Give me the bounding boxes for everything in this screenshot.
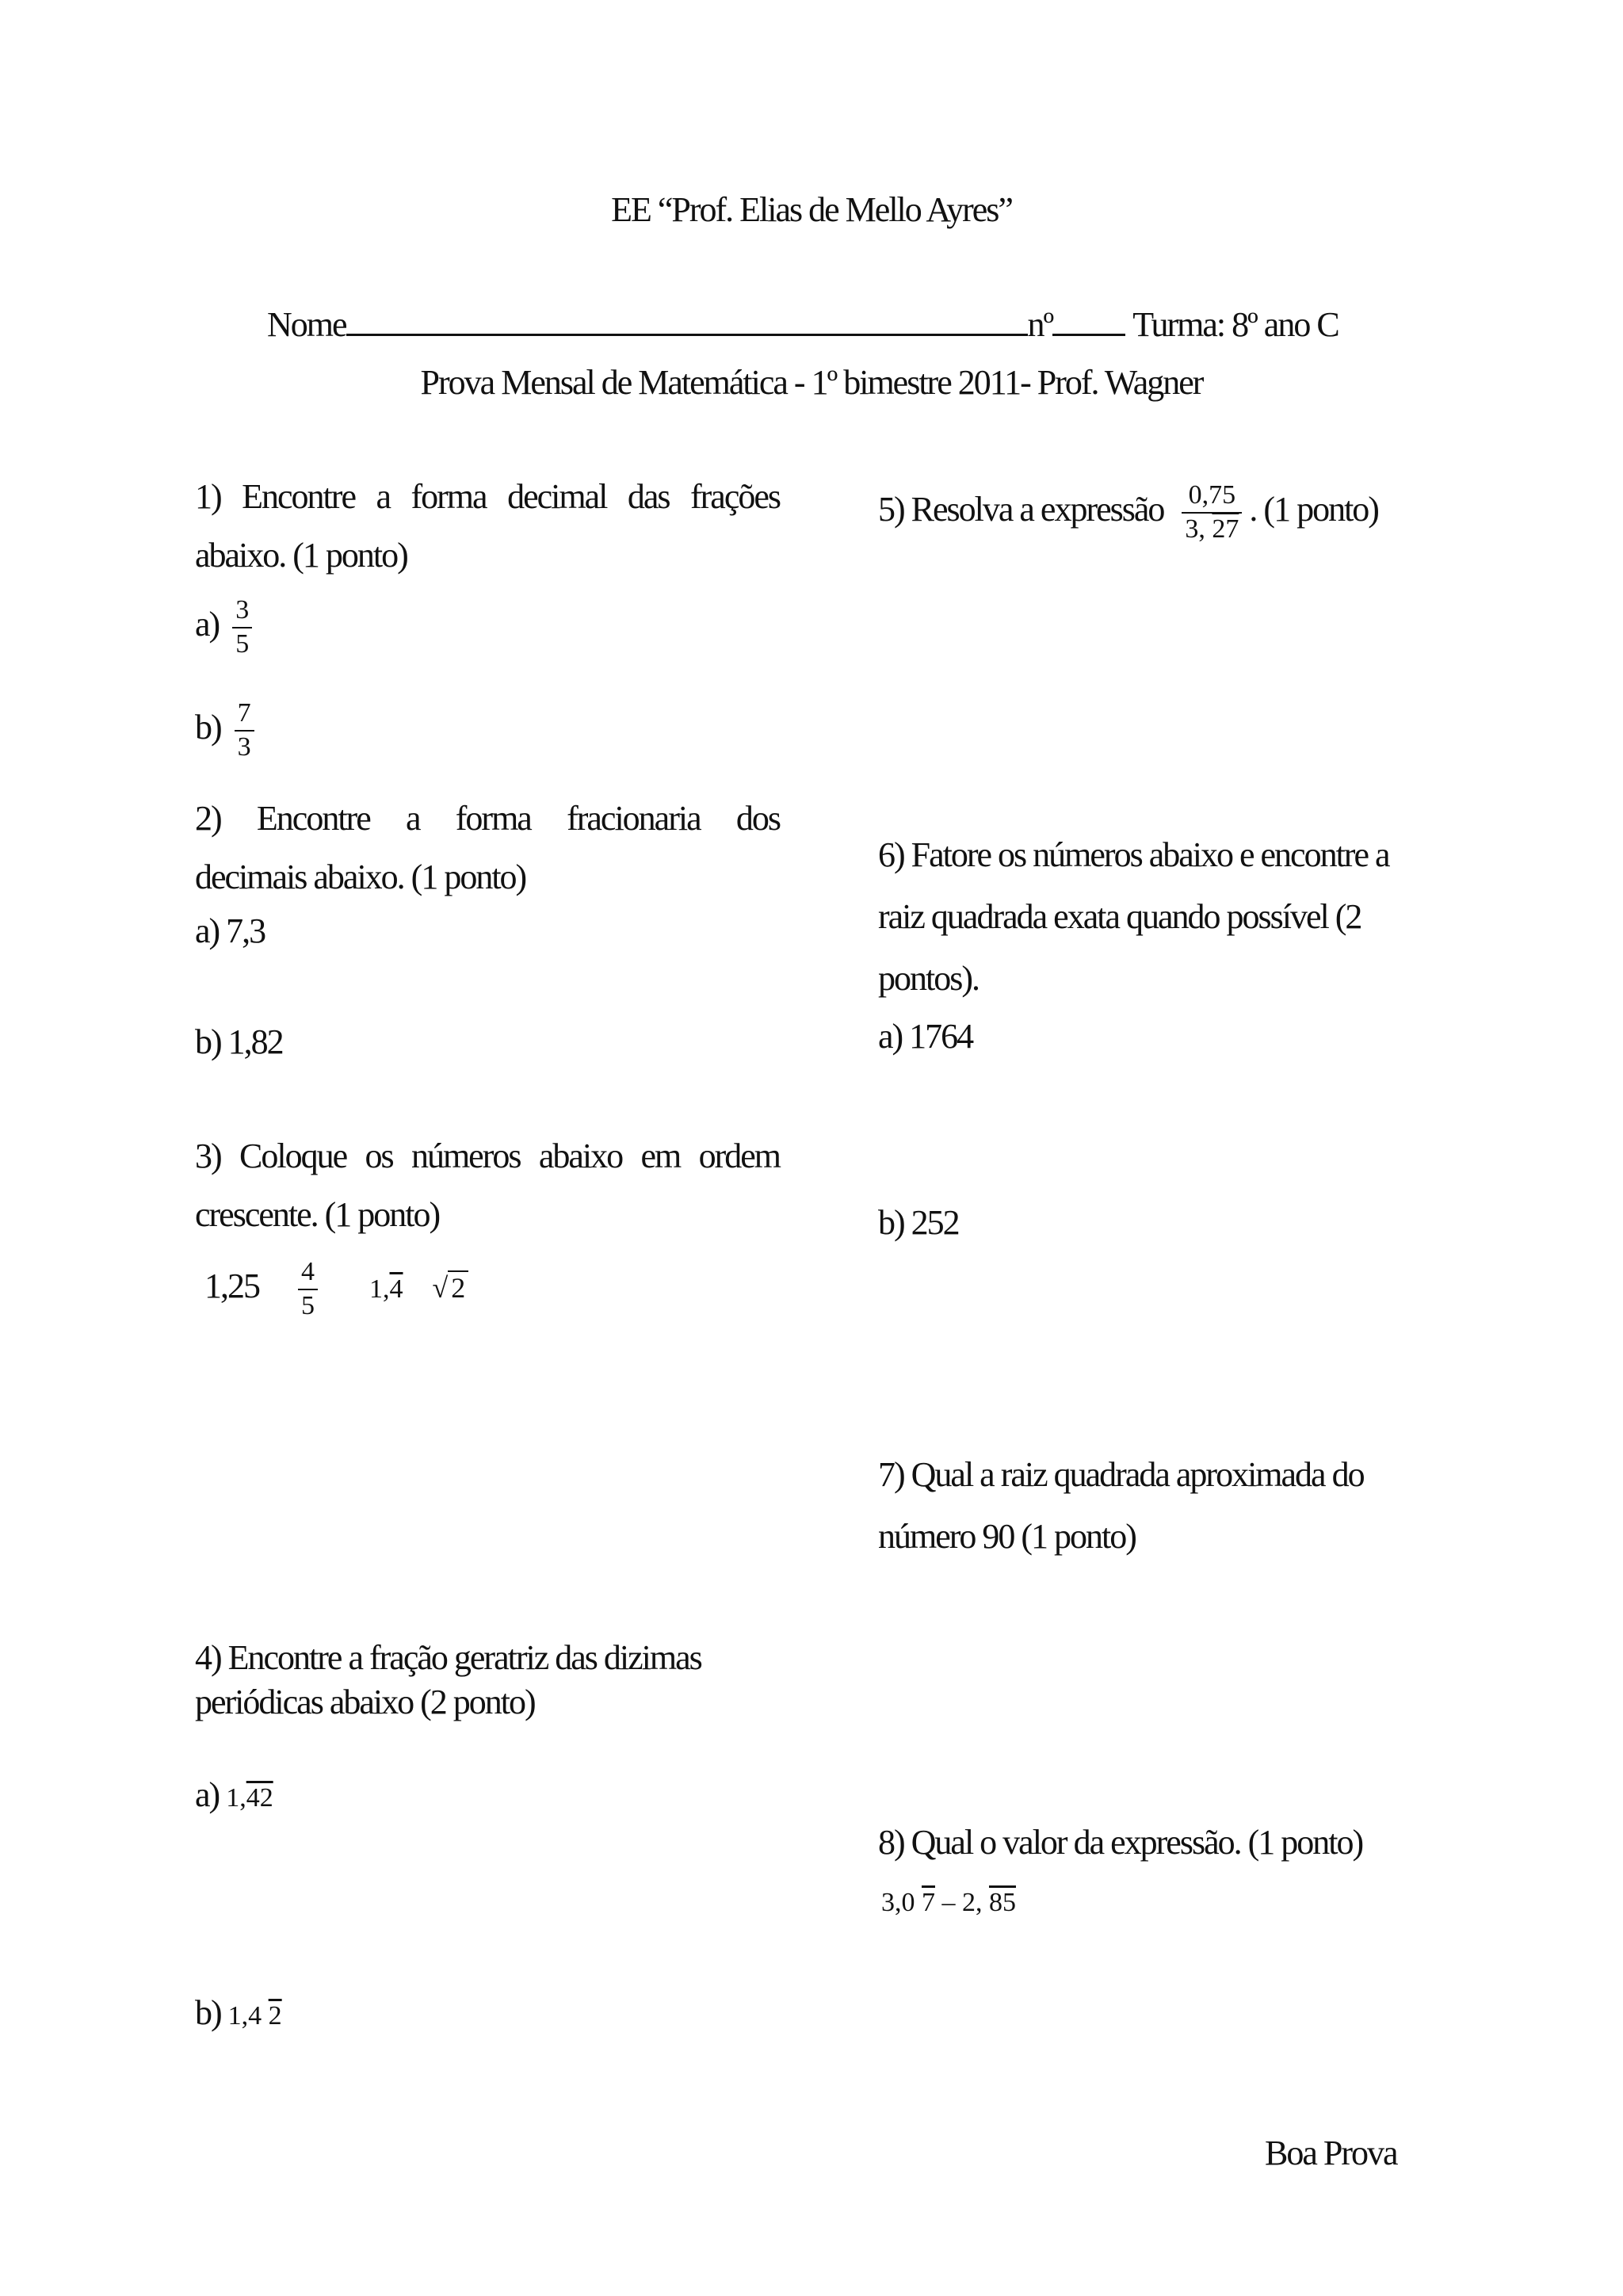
q1-item-b (195, 697, 254, 764)
sqrt-icon: √ (432, 1271, 449, 1304)
number-blank (1052, 304, 1125, 336)
q5-numerator: 0,75 (1182, 479, 1242, 514)
q3-fraction-denominator: 5 (301, 1290, 315, 1320)
exam-subtitle: Prova Mensal de Matemática - 1º bimestre 2011- Prof. Wagner (420, 363, 1203, 402)
q5-den-repeating: 27 (1212, 514, 1239, 544)
question-1 (195, 468, 780, 585)
q8-expr-operator: – 2, (935, 1888, 983, 1917)
class-label: Turma: 8º ano C (1132, 305, 1338, 344)
q5-denominator (1182, 514, 1242, 546)
q5-points: . (1 ponto) (1249, 489, 1378, 529)
q7-line-2: número 90 (1 ponto) (878, 1517, 1136, 1556)
q3-numbers (204, 1256, 468, 1323)
question-4 (195, 1636, 701, 1725)
q4-b-label: b) (195, 1993, 221, 2032)
question-3 (195, 1127, 780, 1244)
question-7 (878, 1444, 1364, 1568)
q4-a-label: a) (195, 1775, 220, 1814)
q4-item-b (195, 1993, 282, 2034)
q3-repeating-digits: 4 (389, 1274, 403, 1304)
q8-expression (881, 1888, 1016, 1918)
q4-a-int: 1, (226, 1783, 246, 1813)
q4-b-int: 1,4 (227, 2001, 262, 2030)
q3-square-root (433, 1272, 469, 1305)
q1-b-fraction (235, 697, 254, 764)
q4-b-repeating: 2 (268, 2001, 282, 2030)
question-5 (878, 479, 1378, 546)
q5-fraction (1182, 479, 1242, 546)
question-8: 8) Qual o valor da expressão. (1 ponto) (878, 1823, 1363, 1862)
q1-b-numerator: 7 (235, 697, 254, 732)
q3-line-2: crescente. (1 ponto) (195, 1195, 440, 1234)
q6-line-3: pontos). (878, 959, 979, 998)
q8-expr-a: 3,0 (881, 1888, 915, 1917)
q5-text: 5) Resolva a expressão (878, 489, 1164, 529)
q1-a-numerator: 3 (232, 594, 252, 628)
footer-text: Boa Prova (1265, 2134, 1397, 2172)
q2-line-1: 2) Encontre a forma fracionaria dos (195, 799, 780, 838)
q1-b-label: b) (195, 707, 221, 747)
q1-a-fraction (232, 594, 252, 661)
q1-line-1: 1) Encontre a forma decimal das frações (195, 477, 780, 516)
q3-repeating-int: 1, (369, 1274, 390, 1304)
q6-line-1: 6) Fatore os números abaixo e encontre a (878, 835, 1389, 874)
q7-line-1: 7) Qual a raiz quadrada aproximada do (878, 1455, 1364, 1494)
number-label: nº (1027, 305, 1053, 344)
q1-a-denominator: 5 (235, 628, 250, 659)
q3-number-1: 1,25 (204, 1266, 259, 1305)
q4-line-2: periódicas abaixo (2 ponto) (195, 1683, 535, 1721)
q8-expr-b-repeating: 85 (989, 1888, 1016, 1917)
q1-b-denominator: 3 (237, 732, 251, 762)
school-title: EE “Prof. Elias de Mello Ayres” (611, 190, 1012, 229)
q4-a-repeating: 42 (246, 1783, 273, 1813)
q6-line-2: raiz quadrada exata quando possível (2 (878, 897, 1361, 936)
q8-expr-a-repeating: 7 (922, 1888, 935, 1917)
q2-item-a: a) 7,3 (195, 911, 265, 950)
q3-line-1: 3) Coloque os números abaixo em ordem (195, 1137, 780, 1175)
q6-item-b: b) 252 (878, 1203, 959, 1242)
student-info-line (267, 304, 1338, 346)
q6-item-a: a) 1764 (878, 1017, 973, 1056)
q1-item-a (195, 594, 252, 661)
name-blank (346, 304, 1028, 336)
question-2 (195, 789, 780, 907)
q1-a-label: a) (195, 604, 220, 644)
q5-den-int: 3, (1185, 514, 1205, 544)
q4-item-a (195, 1775, 273, 1816)
q3-fraction (298, 1256, 318, 1323)
q4-line-1: 4) Encontre a fração geratriz das dizimas (195, 1638, 701, 1677)
q3-fraction-numerator: 4 (298, 1256, 318, 1290)
q4-a-decimal (226, 1783, 273, 1813)
q2-item-b: b) 1,82 (195, 1022, 283, 1061)
name-label: Nome (267, 305, 346, 344)
q4-b-decimal (228, 2001, 282, 2030)
q3-radicand: 2 (448, 1270, 468, 1304)
q3-repeating-decimal (369, 1274, 403, 1304)
q1-line-2: abaixo. (1 ponto) (195, 536, 407, 575)
question-6 (878, 824, 1389, 1010)
q2-line-2: decimais abaixo. (1 ponto) (195, 858, 526, 896)
